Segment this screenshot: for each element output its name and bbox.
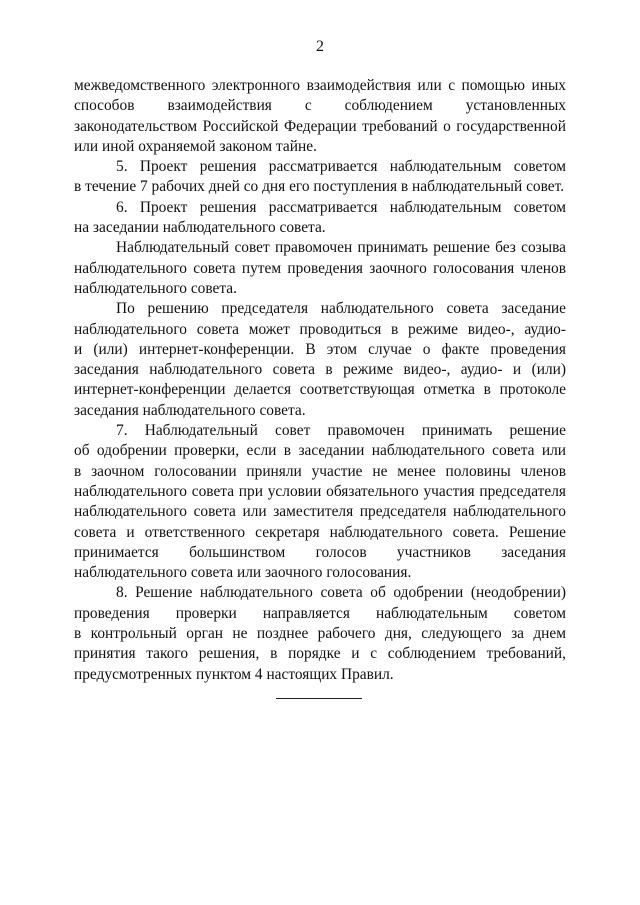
text-line: способов взаимодействия с соблюдением установленных [74,97,566,115]
end-of-text-divider [276,698,362,699]
text-line: в течение 7 рабочих дней со дня его поступления в наблюдательный совет. [74,178,565,196]
text-line: 5. Проект решения рассматривается наблюдательным советом [116,158,566,176]
text-line: 7. Наблюдательный совет правомочен принимать решение [116,422,566,440]
paragraph-item-8 [74,583,566,684]
text-line: принятия такого решения, в порядке и с соблюдением требований, [74,645,566,663]
text-line: наблюдательного совета может проводиться в режиме видео-, аудио- [74,320,566,338]
paragraph-absentee-voting [74,238,566,299]
document-body [74,76,566,685]
text-line: наблюдательного совета или заочного голосования. [74,564,412,582]
paragraph-continuation [74,76,566,157]
text-line: 8. Решение наблюдательного совета об одобрении (неодобрении) [116,584,566,602]
text-line: совета и ответственного секретаря наблюдательного совета. Решение [74,523,566,541]
text-line: в контрольный орган не позднее рабочего дня, следующего за днем [74,625,566,643]
text-line: заседания наблюдательного совета в режиме видео-, аудио- и (или) [74,361,566,379]
text-line: По решению председателя наблюдательного совета заседание [116,300,566,318]
text-line: или иной охраняемой законом тайне. [74,137,317,155]
text-line: об одобрении проверки, если в заседании наблюдательного совета или [74,442,566,460]
text-line: законодательством Российской Федерации требований о государственной [74,117,566,135]
paragraph-item-5 [74,157,566,198]
text-line: в заочном голосовании приняли участие не менее половины членов [74,462,566,480]
text-line: на заседании наблюдательного совета. [74,219,326,237]
text-line: заседания наблюдательного совета. [74,401,306,419]
text-line: наблюдательного совета или заместителя председателя наблюдательного [74,503,566,521]
text-line: Наблюдательный совет правомочен принимать решение без созыва [116,239,566,257]
text-line: наблюдательного совета при условии обязательного участия председателя [74,482,566,500]
text-line: межведомственного электронного взаимодействия или с помощью иных [74,77,566,94]
page-number: 2 [316,38,324,55]
text-line: принимается большинством голосов участников заседания [74,543,566,561]
text-line: проведения проверки направляется наблюдательным советом [74,604,566,622]
text-line: 6. Проект решения рассматривается наблюдательным советом [116,198,566,216]
text-line: интернет-конференции делается соответствующая отметка в протоколе [74,381,566,399]
paragraph-item-7 [74,421,566,583]
text-line: и (или) интернет-конференции. В этом случае о факте проведения [74,340,566,358]
text-line: наблюдательного совета путем проведения заочного голосования членов [74,259,566,277]
text-line: наблюдательного совета. [74,279,237,297]
paragraph-video-conference [74,299,566,421]
paragraph-item-6 [74,198,566,239]
text-line: предусмотренных пунктом 4 настоящих Правил. [74,665,394,683]
